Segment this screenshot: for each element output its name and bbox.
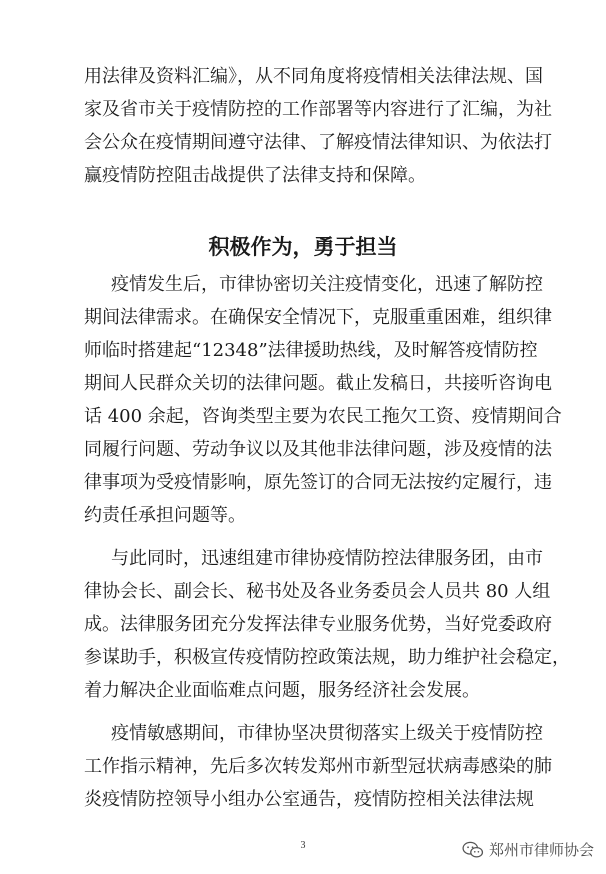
text-line: 律事项为受疫情影响，原先签订的合同无法按约定履行，违	[84, 472, 552, 493]
section-heading: 积极作为，勇于担当	[208, 235, 398, 259]
text-line: 赢疫情防控阻击战提供了法律支持和保障。	[84, 165, 426, 186]
text-line: 疫情敏感期间，市律协坚决贯彻落实上级关于疫情防控	[111, 723, 543, 744]
text-line: 话 400 余起，咨询类型主要为农民工拖欠工资、疫情期间合	[84, 406, 562, 427]
text-line: 约责任承担问题等。	[84, 505, 246, 526]
text-line: 疫情发生后，市律协密切关注疫情变化，迅速了解防控	[111, 274, 543, 295]
text-line: 与此同时，迅速组建市律协疫情防控法律服务团，由市	[111, 548, 543, 569]
watermark	[462, 839, 594, 860]
wechat-icon	[462, 841, 484, 859]
watermark-text: 郑州市律师协会	[488, 841, 594, 859]
text-line: 炎疫情防控领导小组办公室通告，疫情防控相关法律法规	[84, 789, 534, 810]
text-line: 家及省市关于疫情防控的工作部署等内容进行了汇编，为社	[84, 99, 552, 120]
text-line: 师临时搭建起“12348”法律援助热线，及时解答疫情防控	[84, 340, 538, 361]
page-number: 3	[300, 840, 306, 851]
text-line: 用法律及资料汇编》，从不同角度将疫情相关法律法规、国	[84, 66, 543, 87]
text-line: 同履行问题、劳动争议以及其他非法律问题，涉及疫情的法	[84, 439, 552, 460]
text-line: 会公众在疫情期间遵守法律、了解疫情法律知识、为依法打	[84, 132, 552, 153]
text-line: 参谋助手，积极宣传疫情防控政策法规，助力维护社会稳定，	[84, 647, 570, 668]
text-line: 工作指示精神，先后多次转发郑州市新型冠状病毒感染的肺	[84, 756, 552, 777]
text-line: 成。法律服务团充分发挥法律专业服务优势，当好党委政府	[84, 614, 552, 635]
text-line: 期间法律需求。在确保安全情况下，克服重重困难，组织律	[84, 307, 552, 328]
text-line: 律协会长、副会长、秘书处及各业务委员会人员共 80 人组	[84, 581, 551, 602]
text-line: 着力解决企业面临难点问题，服务经济社会发展。	[84, 680, 480, 701]
text-line: 期间人民群众关切的法律问题。截止发稿日，共接听咨询电	[84, 373, 552, 394]
